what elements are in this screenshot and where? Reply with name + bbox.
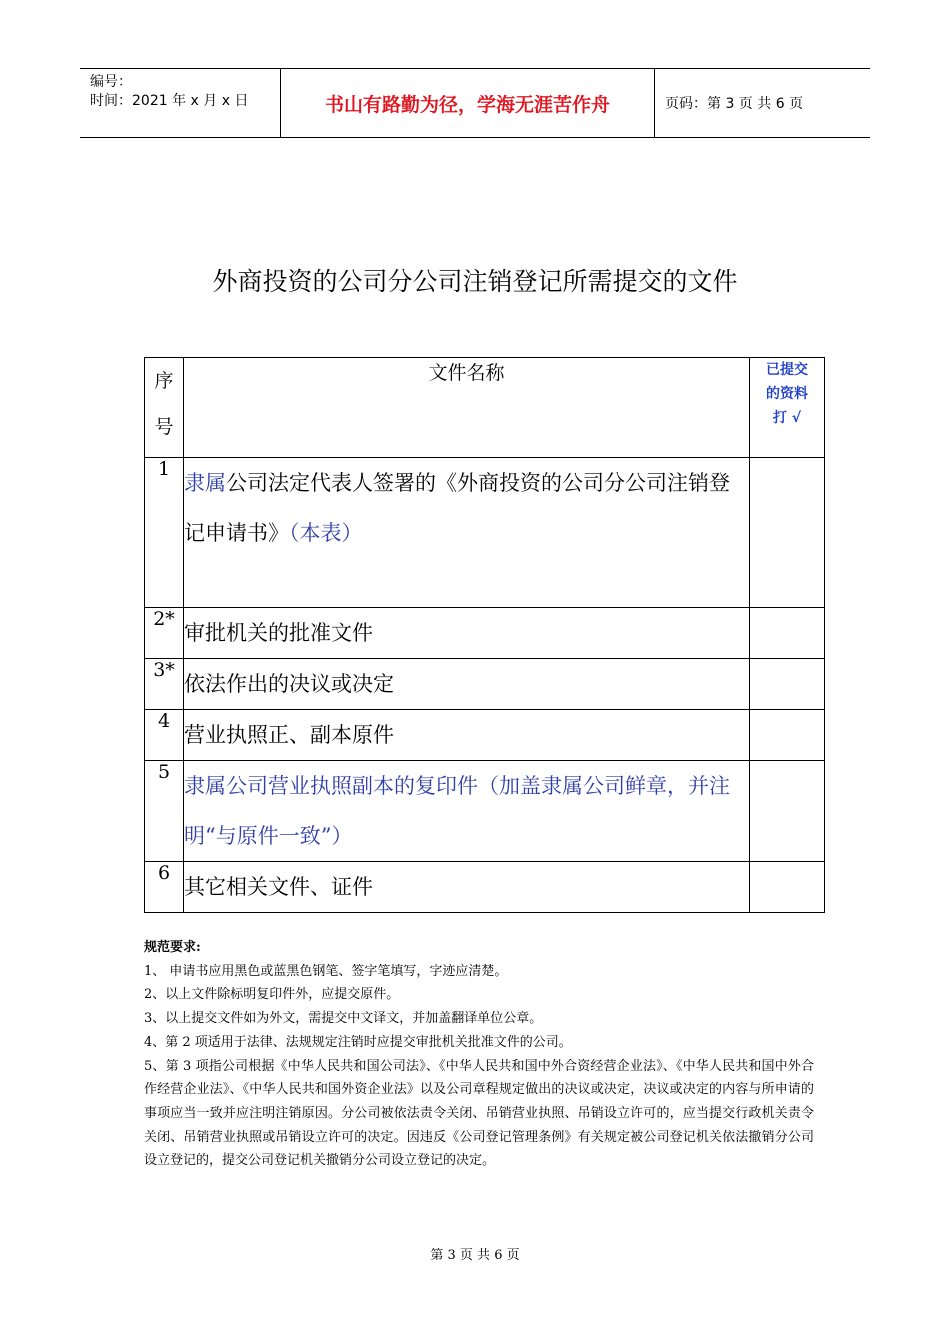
row-check-cell[interactable] (750, 862, 825, 913)
row-text: 隶属公司营业执照副本的复印件（加盖隶属公司鲜章，并注明“与原件一致”） (184, 761, 750, 862)
requirement-item: 3、以上提交文件如为外文，需提交中文译文，并加盖翻译单位公章。 (144, 1011, 543, 1027)
row-text-part-c: （本表） (289, 521, 363, 545)
header-page-label: 页码：第 3 页 共 6 页 (665, 96, 804, 112)
row-number: 4 (145, 710, 184, 761)
row-text-part-b: 公司法定代表人签署的《外商投资的公司分公司注销登记申请书》 (184, 471, 730, 545)
row-check-cell[interactable] (750, 761, 825, 862)
requirement-item: 1、 申请书应用黑色或蓝黑色钢笔、签字笔填写，字迹应清楚。 (144, 963, 508, 979)
col-seq-header (145, 358, 184, 458)
col-seq-char-2: 号 (154, 416, 174, 438)
row-text-part-a: 隶属 (184, 471, 226, 495)
requirements-title: 规范要求: (144, 940, 201, 955)
row-text: 营业执照正、副本原件 (184, 710, 750, 761)
table-row (145, 710, 825, 761)
row-number: 2* (145, 608, 184, 659)
page-header (80, 68, 870, 138)
col-submitted-line-1: 已提交 (766, 362, 808, 378)
row-text (184, 458, 750, 608)
table-row (145, 608, 825, 659)
row-number: 3* (145, 659, 184, 710)
requirement-item: 2、以上文件除标明复印件外，应提交原件。 (144, 987, 400, 1003)
row-text: 依法作出的决议或决定 (184, 659, 750, 710)
table-row (145, 659, 825, 710)
header-motto: 书山有路勤为径，学海无涯苦作舟 (281, 69, 655, 137)
row-number: 1 (145, 458, 184, 608)
number-label: 编号： (90, 74, 132, 90)
row-check-cell[interactable] (750, 458, 825, 608)
table-row (145, 761, 825, 862)
row-number: 5 (145, 761, 184, 862)
col-submitted-header (750, 358, 825, 458)
table-row (145, 862, 825, 913)
table-row (145, 458, 825, 608)
table-header-row (145, 358, 825, 458)
row-check-cell[interactable] (750, 710, 825, 761)
files-table (144, 357, 825, 913)
requirement-item: 5、第 3 项指公司根据《中华人民共和国公司法》、《中华人民共和国中外合资经营企业法》、《中华人民共和国中外合作经营企业法》、《中华人民共和国外资企业法》以及公司章程规定做出的决议或决定，决议或决定的内容与所申请的事项应当一致并应注明注销原因。分公司被依法责令关闭、吊销营业执照、吊销设立许可的，应当提交行政机关责令关闭、吊销营业执照或吊销设立许可的决定。因违反《公司登记管理条例》有关规定被公司登记机关依法撤销分公司设立登记的，提交公司登记机关撤销分公司设立登记的决定。 (144, 1058, 814, 1169)
col-seq-char-1: 序 (154, 370, 174, 392)
col-submitted-line-3: 打 √ (772, 410, 802, 426)
col-submitted-line-2: 的资料 (766, 386, 808, 402)
requirement-item: 4、第 2 项适用于法律、法规规定注销时应提交审批机关批准文件的公司。 (144, 1034, 572, 1050)
time-label: 时间：2021 年 x 月 x 日 (90, 93, 249, 109)
row-check-cell[interactable] (750, 659, 825, 710)
header-meta (80, 69, 281, 137)
row-number: 6 (145, 862, 184, 913)
document-title: 外商投资的公司分公司注销登记所需提交的文件 (212, 267, 738, 296)
row-text: 其它相关文件、证件 (184, 862, 750, 913)
page-footer: 第 3 页 共 6 页 (430, 1248, 520, 1263)
row-text: 审批机关的批准文件 (184, 608, 750, 659)
col-name-header: 文件名称 (184, 358, 750, 458)
row-check-cell[interactable] (750, 608, 825, 659)
requirements-section (144, 936, 814, 1173)
